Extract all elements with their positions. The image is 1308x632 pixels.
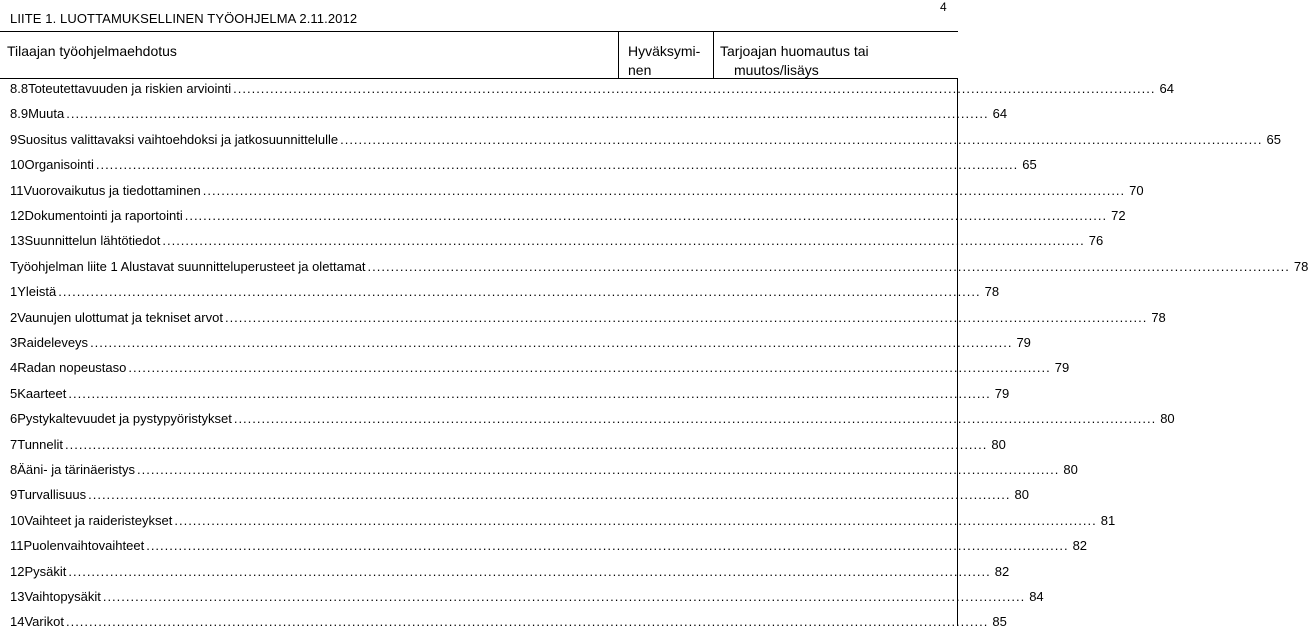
toc-entry-page: 78 — [984, 284, 1000, 300]
toc-entry-number: 14 — [10, 614, 25, 630]
toc-entry-page: 64 — [992, 106, 1008, 122]
toc-entry-number: 8.9 — [10, 106, 29, 122]
toc-entry[interactable] — [10, 384, 1010, 404]
toc-leader-dots: ........................................................................................................................................................................................................ — [102, 589, 1026, 604]
column-header-approval-line2: nen — [628, 62, 652, 78]
toc-entry-title: Ääni- ja tärinäeristys — [17, 462, 136, 477]
toc-leader-dots: ........................................................................................................................................................................................................ — [68, 385, 991, 401]
toc-entry[interactable] — [10, 308, 1166, 328]
toc-entry-page: 81 — [1100, 512, 1116, 528]
page-number: 4 — [940, 0, 947, 14]
toc-entry-number: 2 — [10, 309, 18, 325]
toc-entry[interactable] — [10, 612, 1007, 632]
column-header-approval — [619, 31, 714, 79]
toc-entry-title: Raideleveys — [17, 335, 89, 350]
toc-leader-dots: ........................................................................................................................................................................................................ — [224, 309, 1148, 325]
toc-leader-dots: ........................................................................................................................................................................................................ — [137, 462, 1060, 477]
toc-entry[interactable] — [10, 257, 1308, 277]
toc-entry[interactable] — [10, 333, 1031, 353]
toc-entry-page: 80 — [1014, 487, 1029, 503]
toc-leader-dots: ........................................................................................................................................................................................................ — [65, 436, 988, 452]
toc-entry-number: 8.8 — [10, 81, 29, 96]
toc-entry-page: 64 — [1159, 81, 1174, 96]
toc-entry-number: 3 — [10, 335, 18, 350]
toc-entry-page: 65 — [1022, 157, 1037, 173]
toc-leader-dots: ........................................................................................................................................................................................................ — [68, 563, 991, 579]
toc-entry-title: Vaunujen ulottumat ja tekniset arvot — [17, 309, 223, 325]
toc-entry-title: Pystykaltevuudet ja pystypyöristykset — [17, 411, 232, 427]
toc-entry[interactable] — [10, 536, 1088, 556]
column-header-approval-line1: Hyväksymi- — [628, 43, 701, 59]
toc-leader-dots: ........................................................................................................................................................................................................ — [162, 233, 1085, 249]
toc-entry-title: Vuorovaikutus ja tiedottaminen — [23, 182, 201, 198]
toc-entry-page: 85 — [992, 614, 1007, 630]
toc-entry-title: Kaarteet — [17, 385, 67, 401]
toc-entry[interactable] — [10, 511, 1116, 531]
toc-entry[interactable] — [10, 231, 1104, 251]
toc-entry-page: 65 — [1266, 131, 1281, 147]
toc-entry-page: 76 — [1088, 233, 1104, 249]
toc-leader-dots: ........................................................................................................................................................................................................ — [202, 182, 1126, 198]
toc-entry-number: 11 — [10, 538, 24, 554]
toc-entry[interactable] — [10, 460, 1078, 480]
toc-entry-title: Varikot — [24, 614, 64, 630]
toc-entry-number: 13 — [10, 233, 25, 249]
toc-entry[interactable] — [10, 206, 1126, 226]
column-header-proposal — [0, 31, 619, 79]
toc-entry-number: 1 — [10, 284, 18, 300]
toc-entry-title: Radan nopeustaso — [17, 360, 127, 376]
toc-entry-page: 80 — [991, 436, 1006, 452]
table-of-contents — [0, 79, 1308, 630]
toc-entry[interactable] — [10, 104, 1008, 124]
toc-entry-title: Turvallisuus — [17, 487, 87, 503]
toc-entry-title: Työohjelman liite 1 Alustavat suunnitteluperusteet ja olettamat — [10, 258, 366, 274]
toc-leader-dots: ........................................................................................................................................................................................................ — [58, 284, 981, 300]
toc-entry[interactable] — [10, 587, 1044, 607]
toc-leader-dots: ........................................................................................................................................................................................................ — [146, 538, 1069, 554]
toc-entry[interactable] — [10, 562, 1010, 582]
toc-entry-page: 79 — [1016, 335, 1031, 350]
toc-entry-page: 79 — [1054, 360, 1070, 376]
toc-entry-title: Suunnittelun lähtötiedot — [24, 233, 161, 249]
column-header-proposal-label: Tilaajan työohjelmaehdotus — [7, 43, 177, 59]
toc-entry-page: 79 — [994, 385, 1010, 401]
toc-entry-number: 9 — [10, 487, 18, 503]
toc-entry-title: Toteutettavuuden ja riskien arviointi — [28, 81, 232, 96]
toc-leader-dots: ........................................................................................................................................................................................................ — [184, 208, 1108, 223]
toc-entry-number: 8 — [10, 462, 18, 477]
toc-entry-page: 82 — [1072, 538, 1088, 554]
toc-entry-page: 72 — [1111, 208, 1126, 223]
toc-entry-number: 11 — [10, 182, 24, 198]
toc-entry-page: 80 — [1063, 462, 1078, 477]
toc-entry-page: 70 — [1129, 182, 1144, 198]
toc-leader-dots: ........................................................................................................................................................................................................ — [233, 411, 1157, 427]
toc-entry-number: 12 — [10, 208, 25, 223]
document-title: LIITE 1. LUOTTAMUKSELLINEN TYÖOHJELMA 2.11.2012 — [10, 11, 358, 26]
toc-entry-title: Organisointi — [24, 157, 94, 173]
toc-leader-dots: ........................................................................................................................................................................................................ — [88, 487, 1011, 503]
toc-entry-title: Muuta — [28, 106, 65, 122]
toc-entry-page: 80 — [1160, 411, 1175, 427]
toc-entry-number: 10 — [10, 157, 25, 173]
toc-leader-dots: ........................................................................................................................................................................................................ — [367, 258, 1290, 274]
toc-entry[interactable] — [10, 409, 1175, 429]
toc-entry-number: 9 — [10, 131, 18, 147]
toc-entry-number: 12 — [10, 563, 25, 579]
document-header — [0, 0, 958, 32]
toc-entry-title: Dokumentointi ja raportointi — [24, 208, 183, 223]
toc-entry-number: 5 — [10, 385, 18, 401]
toc-entry-page: 78 — [1151, 309, 1166, 325]
toc-leader-dots: ........................................................................................................................................................................................................ — [65, 614, 989, 630]
toc-entry-title: Vaihtopysäkit — [24, 589, 101, 604]
toc-leader-dots: ........................................................................................................................................................................................................ — [340, 131, 1263, 147]
toc-entry[interactable] — [10, 358, 1070, 378]
column-header-remarks — [714, 31, 958, 79]
toc-entry[interactable] — [10, 181, 1144, 201]
toc-entry-title: Puolenvaihtovaihteet — [23, 538, 145, 554]
toc-leader-dots: ........................................................................................................................................................................................................ — [128, 360, 1051, 376]
toc-entry-number: 10 — [10, 512, 25, 528]
toc-entry[interactable] — [10, 130, 1281, 150]
toc-entry-title: Vaihteet ja raideristeykset — [24, 512, 173, 528]
toc-entry-title: Pysäkit — [24, 563, 67, 579]
toc-leader-dots: ........................................................................................................................................................................................................ — [66, 106, 989, 122]
toc-leader-dots: ........................................................................................................................................................................................................ — [233, 81, 1156, 96]
toc-entry[interactable] — [10, 282, 1000, 302]
toc-entry-title: Tunnelit — [17, 436, 64, 452]
toc-entry-number: 13 — [10, 589, 25, 604]
toc-entry-page: 78 — [1293, 258, 1308, 274]
toc-leader-dots: ........................................................................................................................................................................................................ — [174, 512, 1097, 528]
column-header-remarks-line2: muutos/lisäys — [734, 62, 819, 78]
toc-leader-dots: ........................................................................................................................................................................................................ — [90, 335, 1013, 350]
toc-entry[interactable] — [10, 485, 1029, 505]
toc-entry[interactable] — [10, 155, 1037, 175]
toc-entry[interactable] — [10, 79, 1174, 99]
toc-entry-number: 7 — [10, 436, 18, 452]
toc-entry-page: 82 — [994, 563, 1010, 579]
column-header-remarks-line1: Tarjoajan huomautus tai — [720, 43, 869, 59]
toc-entry-number: 4 — [10, 360, 18, 376]
toc-entry-title: Suositus valittavaksi vaihtoehdoksi ja jatkosuunnittelulle — [17, 131, 339, 147]
toc-entry[interactable] — [10, 435, 1006, 455]
toc-entry-number: 6 — [10, 411, 18, 427]
toc-leader-dots: ........................................................................................................................................................................................................ — [95, 157, 1019, 173]
toc-entry-page: 84 — [1029, 589, 1044, 604]
toc-entry-title: Yleistä — [17, 284, 57, 300]
